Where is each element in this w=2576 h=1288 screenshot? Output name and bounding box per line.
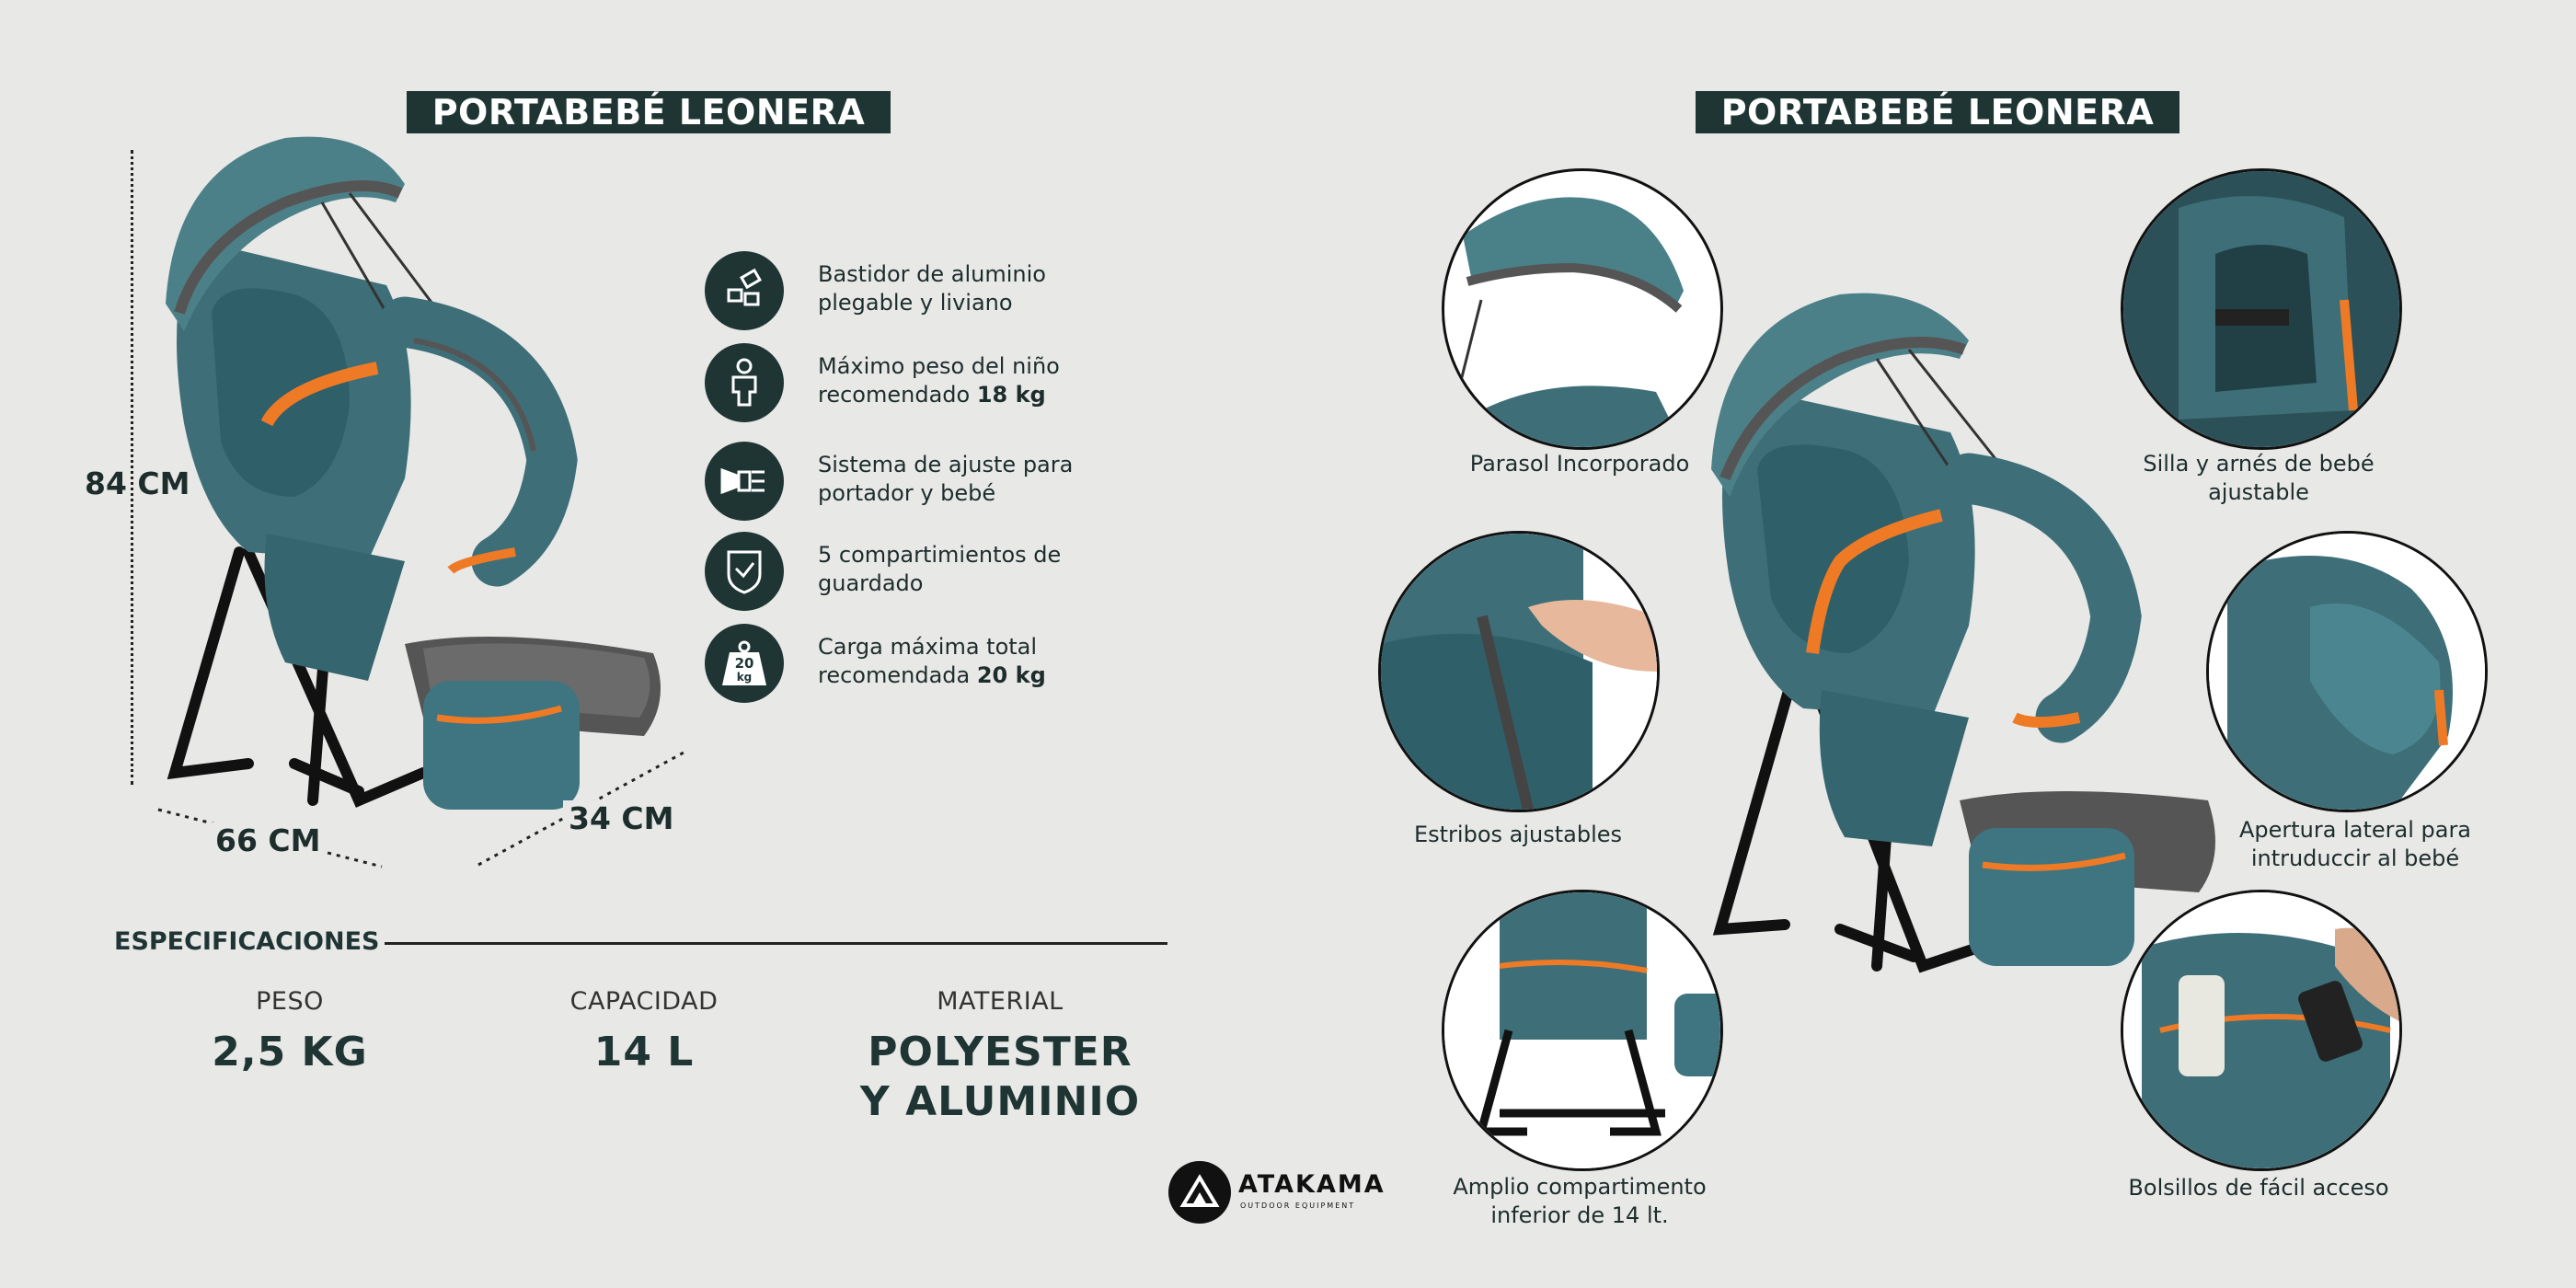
brand-name: ATAKAMA <box>1238 1170 1386 1199</box>
spec-value-material: POLYESTER Y ALUMINIO <box>859 1029 1141 1125</box>
left-title: PORTABEBÉ LEONERA <box>407 91 891 133</box>
feature-text-3: Sistema de ajuste para portador y bebé <box>818 452 1074 506</box>
feature-text-5: Carga máxima total recomendada 20 kg <box>818 634 1046 688</box>
brand-mark-icon <box>1168 1161 1231 1224</box>
detail-side-opening-image <box>2206 531 2488 812</box>
weight-icon <box>705 624 784 703</box>
caption-seat: Silla y arnés de bebé ajustable <box>2143 451 2375 505</box>
caption-pockets: Bolsillos de fácil acceso <box>2128 1175 2389 1201</box>
detail-pockets-image <box>2121 890 2402 1171</box>
detail-compartment-image <box>1442 890 1723 1171</box>
feature-text-1: Bastidor de aluminio plegable y liviano <box>818 261 1046 316</box>
caption-side-opening: Apertura lateral para intruduccir al bebé <box>2238 817 2472 871</box>
spec-value-capacity: 14 L <box>593 1029 695 1075</box>
width-dimension-label: 66 CM <box>210 822 326 858</box>
height-dimension-label: 84 CM <box>85 466 190 501</box>
svg-text:kg: kg <box>736 671 753 684</box>
svg-text:20: 20 <box>734 655 754 672</box>
feature-text-2: Máximo peso del niño recomendado 18 kg <box>818 353 1060 408</box>
detail-parasol-image <box>1442 168 1723 450</box>
caption-stirrups: Estribos ajustables <box>1413 822 1623 847</box>
spec-label-weight: PESO <box>256 987 324 1016</box>
child-icon <box>705 343 784 422</box>
right-title: PORTABEBÉ LEONERA <box>1696 91 2179 133</box>
spec-label-capacity: CAPACIDAD <box>569 987 719 1016</box>
shield-check-icon <box>705 532 784 611</box>
buckle-icon <box>705 442 784 521</box>
feature-text-4: 5 compartimientos de guardado <box>818 542 1062 596</box>
detail-stirrups-image <box>1378 531 1660 812</box>
caption-compartment: Amplio compartimento inferior de 14 lt. <box>1453 1174 1707 1228</box>
specs-heading: ESPECIFICACIONES <box>114 927 385 956</box>
spec-value-weight: 2,5 KG <box>212 1029 368 1075</box>
aluminum-frame-icon <box>705 251 784 330</box>
detail-seat-image <box>2121 168 2402 450</box>
caption-parasol: Parasol Incorporado <box>1469 451 1690 477</box>
spec-label-material: MATERIAL <box>937 987 1064 1016</box>
depth-dimension-label: 34 CM <box>563 800 679 836</box>
brand-logo <box>1168 1161 1389 1225</box>
carrier-illustration-left <box>129 129 699 828</box>
brand-tagline: OUTDOOR EQUIPMENT <box>1240 1202 1356 1210</box>
